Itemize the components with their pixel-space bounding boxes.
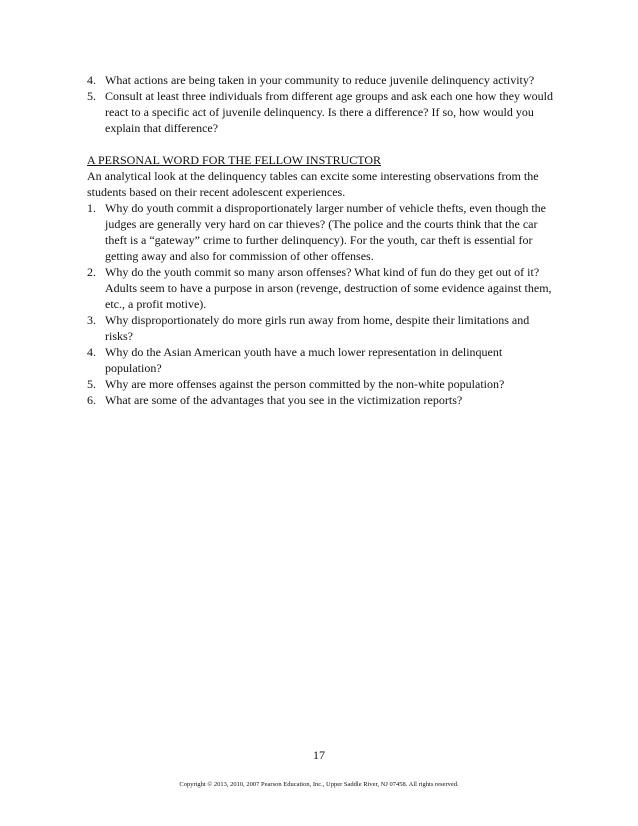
list-item-number: 1. <box>87 201 96 215</box>
list-item <box>87 344 557 376</box>
list-item-text: Why are more offenses against the person committed by the non-white population? <box>105 377 505 391</box>
document-body <box>87 72 557 408</box>
list-item <box>87 376 557 392</box>
list-item-number: 4. <box>87 345 96 359</box>
list-item <box>87 200 557 264</box>
instructor-question-list <box>87 200 557 408</box>
list-item-number: 2. <box>87 265 96 279</box>
list-item-number: 3. <box>87 313 96 327</box>
list-item <box>87 88 557 136</box>
list-item-number: 5. <box>87 89 96 103</box>
top-question-list <box>87 72 557 136</box>
list-item-note: Adults seem to have a purpose in arson (revenge, destruction of some evidence against them, etc., a profit motive). <box>105 281 552 311</box>
list-item-text: Why do the Asian American youth have a much lower representation in delinquent population? <box>105 345 503 375</box>
list-item <box>87 72 557 88</box>
list-item-text: What are some of the advantages that you see in the victimization reports? <box>105 393 463 407</box>
list-item-number: 6. <box>87 393 96 407</box>
section-intro: An analytical look at the delinquency tables can excite some interesting observations from the students based on their recent adolescent experiences. <box>87 169 539 199</box>
page-number: 17 <box>313 748 325 762</box>
list-item-text: Consult at least three individuals from different age groups and ask each one how they would react to a specific act of juvenile delinquency. Is there a difference? If so, how would you explain that difference? <box>105 89 553 135</box>
list-item-number: 5. <box>87 377 96 391</box>
list-item <box>87 312 557 344</box>
spacer <box>87 136 557 152</box>
list-item-text: What actions are being taken in your community to reduce juvenile delinquency activity? <box>105 73 535 87</box>
copyright-notice: Copyright © 2013, 2010, 2007 Pearson Education, Inc., Upper Saddle River, NJ 07458. All rights reserved. <box>179 781 459 788</box>
list-item-text: Why disproportionately do more girls run away from home, despite their limitations and risks? <box>105 313 530 343</box>
list-item <box>87 392 557 408</box>
list-item-number: 4. <box>87 73 96 87</box>
list-item <box>87 264 557 312</box>
list-item-text: Why do youth commit a disproportionately larger number of vehicle thefts, even though the judges are generally very hard on car thieves? (The police and the courts think that the car theft is a “gateway” crime to further delinquency). For the youth, car theft is essential for getting away and also for commission of other offenses. <box>105 201 546 263</box>
section-heading: A PERSONAL WORD FOR THE FELLOW INSTRUCTOR <box>87 153 382 167</box>
list-item-text: Why do the youth commit so many arson offenses? What kind of fun do they get out of it? <box>105 265 540 279</box>
